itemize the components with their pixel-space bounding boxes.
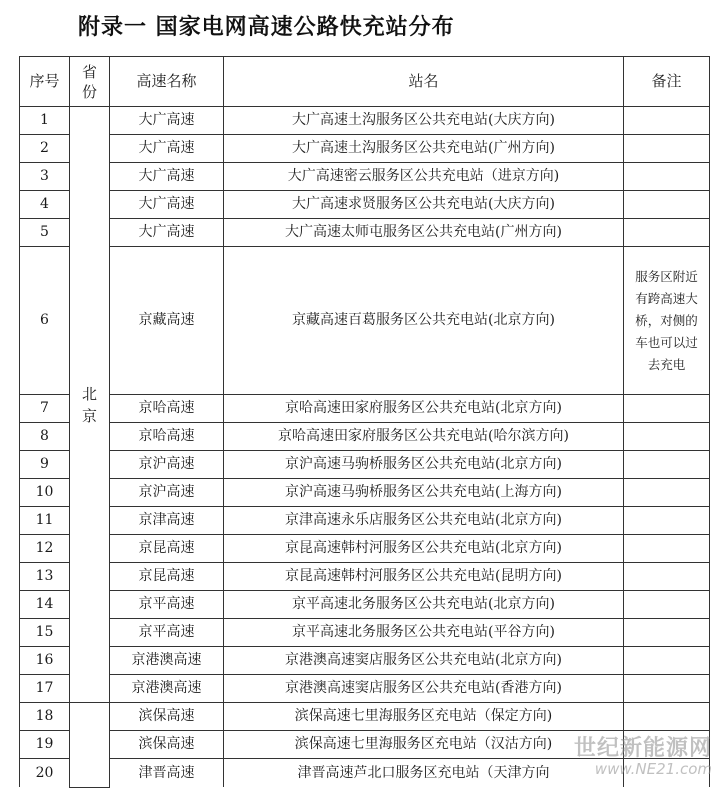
table-row [20, 423, 710, 451]
header-province [70, 57, 110, 107]
cell-highway: 京哈高速 [110, 395, 224, 423]
cell-remark [624, 163, 710, 191]
cell-remark [624, 395, 710, 423]
cell-remark [624, 619, 710, 647]
cell-seq: 7 [20, 395, 70, 423]
cell-seq: 1 [20, 107, 70, 135]
cell-station: 京津高速永乐店服务区公共充电站(北京方向) [224, 507, 624, 535]
table-row [20, 247, 710, 395]
cell-station: 京哈高速田家府服务区公共充电站(哈尔滨方向) [224, 423, 624, 451]
header-remark: 备注 [624, 57, 710, 107]
cell-highway: 京沪高速 [110, 451, 224, 479]
table-row [20, 451, 710, 479]
cell-highway: 京津高速 [110, 507, 224, 535]
table-row [20, 619, 710, 647]
cell-highway: 京港澳高速 [110, 675, 224, 703]
cell-highway: 大广高速 [110, 219, 224, 247]
table-row [20, 731, 710, 759]
table-row [20, 703, 710, 731]
cell-seq: 16 [20, 647, 70, 675]
table-row [20, 675, 710, 703]
cell-seq: 4 [20, 191, 70, 219]
table-row [20, 219, 710, 247]
cell-highway: 大广高速 [110, 135, 224, 163]
cell-seq: 10 [20, 479, 70, 507]
cell-highway: 大广高速 [110, 191, 224, 219]
cell-remark [624, 451, 710, 479]
cell-station: 津晋高速芦北口服务区充电站（天津方向 [224, 759, 624, 788]
header-station: 站名 [224, 57, 624, 107]
cell-highway: 京昆高速 [110, 535, 224, 563]
table-row [20, 163, 710, 191]
cell-station: 京哈高速田家府服务区公共充电站(北京方向) [224, 395, 624, 423]
table-row [20, 507, 710, 535]
cell-station: 大广高速土沟服务区公共充电站(大庆方向) [224, 107, 624, 135]
cell-station: 京藏高速百葛服务区公共充电站(北京方向) [224, 247, 624, 395]
cell-seq: 11 [20, 507, 70, 535]
remark-text: 服务区附近有跨高速大桥，对侧的车也可以过去充电 [635, 268, 698, 372]
table-row [20, 191, 710, 219]
table-header-row [20, 57, 710, 107]
table-row [20, 107, 710, 135]
table-row [20, 135, 710, 163]
cell-seq: 13 [20, 563, 70, 591]
table-row [20, 395, 710, 423]
cell-seq: 3 [20, 163, 70, 191]
cell-seq: 19 [20, 731, 70, 759]
cell-highway: 大广高速 [110, 163, 224, 191]
table-row [20, 647, 710, 675]
table-row [20, 479, 710, 507]
cell-seq: 15 [20, 619, 70, 647]
cell-remark [624, 423, 710, 451]
cell-highway: 滨保高速 [110, 731, 224, 759]
cell-seq: 9 [20, 451, 70, 479]
cell-station: 京昆高速韩村河服务区公共充电站(昆明方向) [224, 563, 624, 591]
cell-seq: 5 [20, 219, 70, 247]
cell-remark [624, 507, 710, 535]
watermark-url: www.NE21.com [594, 760, 712, 778]
page-title: 附录一 国家电网高速公路快充站分布 [78, 15, 455, 40]
cell-remark [624, 219, 710, 247]
cell-station: 大广高速太师屯服务区公共充电站(广州方向) [224, 219, 624, 247]
cell-remark [624, 647, 710, 675]
cell-station: 京港澳高速窦店服务区公共充电站(香港方向) [224, 675, 624, 703]
cell-station: 京平高速北务服务区公共充电站(北京方向) [224, 591, 624, 619]
cell-seq: 20 [20, 759, 70, 788]
cell-station: 京沪高速马驹桥服务区公共充电站(北京方向) [224, 451, 624, 479]
province-label: 北京 [81, 384, 97, 425]
cell-seq: 6 [20, 247, 70, 395]
cell-seq: 14 [20, 591, 70, 619]
cell-remark [624, 191, 710, 219]
cell-seq: 12 [20, 535, 70, 563]
cell-highway: 津晋高速 [110, 759, 224, 788]
cell-remark [624, 759, 710, 788]
cell-station: 滨保高速七里海服务区充电站（保定方向) [224, 703, 624, 731]
cell-highway: 京昆高速 [110, 563, 224, 591]
cell-highway: 京哈高速 [110, 423, 224, 451]
cell-highway: 京港澳高速 [110, 647, 224, 675]
cell-remark [624, 675, 710, 703]
cell-seq: 8 [20, 423, 70, 451]
table-row [20, 759, 710, 788]
cell-remark [624, 731, 710, 759]
cell-remark [624, 247, 710, 395]
cell-highway: 大广高速 [110, 107, 224, 135]
cell-remark [624, 135, 710, 163]
cell-station: 京港澳高速窦店服务区公共充电站(北京方向) [224, 647, 624, 675]
header-province-label: 省份 [81, 62, 97, 101]
cell-highway: 京沪高速 [110, 479, 224, 507]
cell-remark [624, 535, 710, 563]
cell-station: 大广高速密云服务区公共充电站（进京方向) [224, 163, 624, 191]
cell-highway: 京平高速 [110, 591, 224, 619]
table-row [20, 563, 710, 591]
cell-seq: 17 [20, 675, 70, 703]
cell-station: 滨保高速七里海服务区充电站（汉沽方向) [224, 731, 624, 759]
cell-remark [624, 703, 710, 731]
cell-province [70, 703, 110, 788]
cell-remark [624, 107, 710, 135]
header-highway: 高速名称 [110, 57, 224, 107]
table-row [20, 591, 710, 619]
cell-province [70, 107, 110, 703]
table-row [20, 535, 710, 563]
cell-station: 大广高速求贤服务区公共充电站(大庆方向) [224, 191, 624, 219]
cell-highway: 滨保高速 [110, 703, 224, 731]
cell-seq: 2 [20, 135, 70, 163]
cell-seq: 18 [20, 703, 70, 731]
cell-highway: 京平高速 [110, 619, 224, 647]
cell-station: 京平高速北务服务区公共充电站(平谷方向) [224, 619, 624, 647]
charging-station-table [19, 56, 710, 788]
table-body [20, 57, 710, 788]
cell-remark [624, 591, 710, 619]
watermark-brand: 世纪新能源网 [573, 736, 712, 761]
cell-station: 大广高速土沟服务区公共充电站(广州方向) [224, 135, 624, 163]
cell-remark [624, 479, 710, 507]
header-seq: 序号 [20, 57, 70, 107]
cell-station: 京昆高速韩村河服务区公共充电站(北京方向) [224, 535, 624, 563]
cell-highway: 京藏高速 [110, 247, 224, 395]
cell-remark [624, 563, 710, 591]
cell-station: 京沪高速马驹桥服务区公共充电站(上海方向) [224, 479, 624, 507]
